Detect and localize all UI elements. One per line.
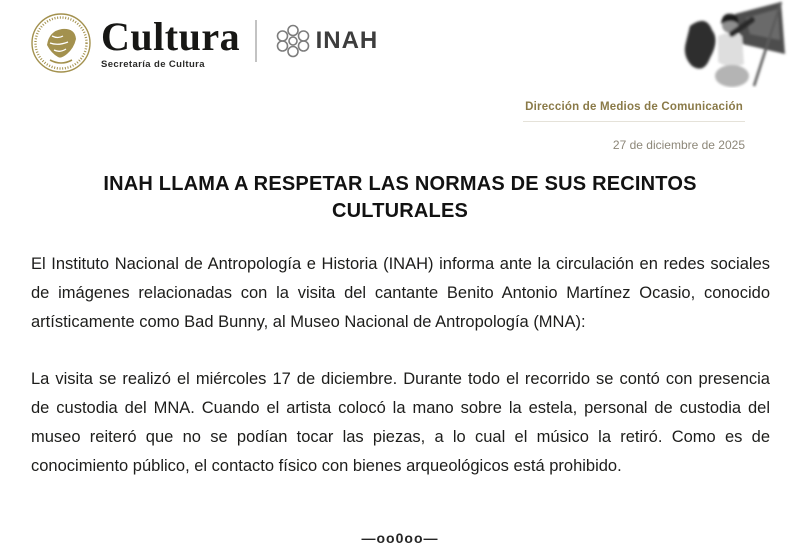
eagle-seal-icon	[30, 12, 92, 74]
release-date: 27 de diciembre de 2025	[612, 138, 745, 152]
document-body	[31, 250, 770, 509]
inah-logo-label: INAH	[315, 27, 379, 54]
cultura-logo-title: Cultura	[101, 14, 241, 59]
document-title-text: INAH LLAMA A RESPETAR LAS NORMAS DE SUS RECINTOS CULTURALES	[103, 173, 697, 222]
inah-logo	[273, 21, 379, 61]
cultura-logo-subtitle: Secretaría de Cultura	[101, 59, 205, 70]
document-title	[50, 171, 750, 225]
end-mark: —oo0oo—	[361, 530, 439, 546]
paragraph-2: La visita se realizó el miércoles 17 de diciembre. Durante todo el recorrido se contó con presencia de custodia del MNA. Cuando el artista colocó la mano sobre la estela, personal de custodia del museo reiteró que no se podían tocar las piezas, a lo cual el músico la retiró. Como es de conocimiento público, el contacto físico con bienes arqueológicos está prohibido.	[31, 370, 770, 475]
logo-divider	[255, 20, 257, 62]
flag-bearer-image	[680, 0, 792, 88]
inah-rosette-icon	[273, 21, 313, 61]
meta-block	[523, 97, 745, 152]
department-label: Dirección de Medios de Comunicación	[523, 101, 745, 122]
header	[30, 12, 378, 74]
paragraph-1: El Instituto Nacional de Antropología e Historia (INAH) informa ante la circulación en redes sociales de imágenes relacionadas con la visita del cantante Benito Antonio Martínez Ocasio, conocido artísticamente como Bad Bunny, al Museo Nacional de Antropología (MNA):	[31, 255, 770, 331]
cultura-logo	[101, 16, 240, 70]
